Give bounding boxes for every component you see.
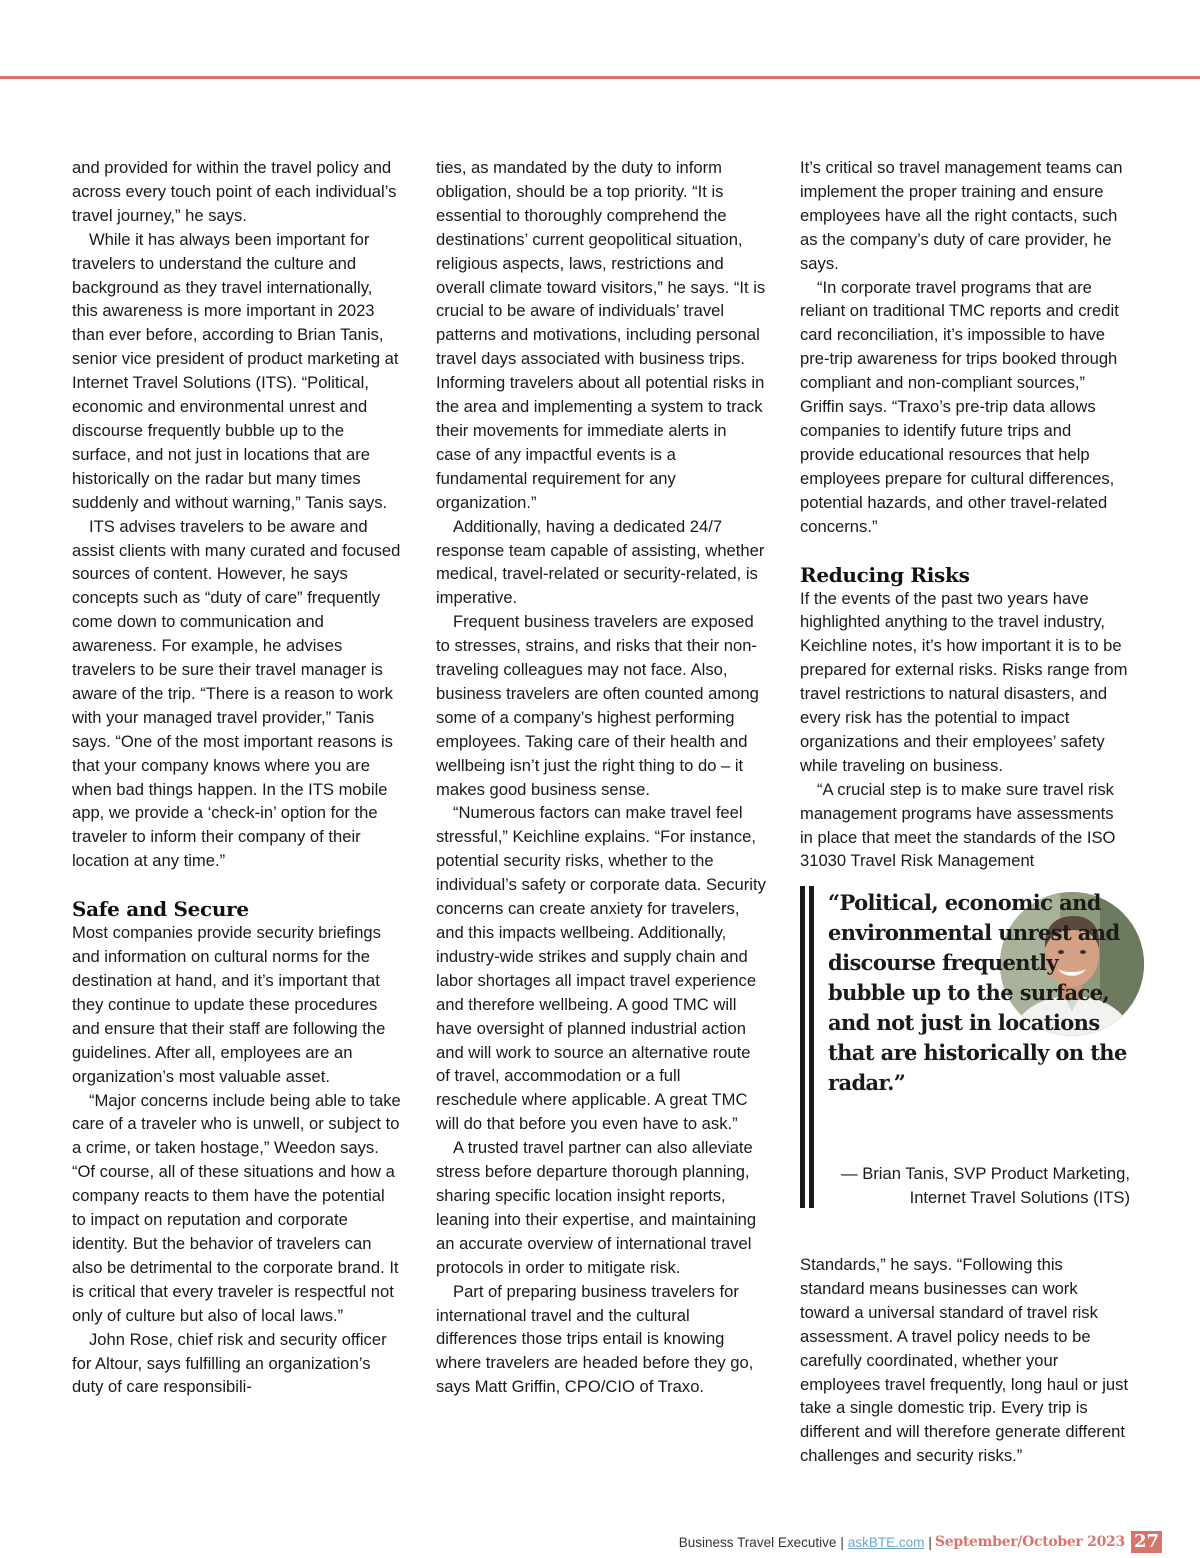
footer-separator: | [928, 1534, 932, 1550]
article-column-2 [436, 156, 766, 1399]
pull-quote-text: “Political, economic and environmental unrest and discourse frequently bubble up to the surface, and not just in locations that are historically on the radar.” [828, 890, 1127, 1095]
pull-quote-attribution [841, 1162, 1130, 1210]
section-heading-safe-and-secure: Safe and Secure [72, 897, 249, 922]
issue-date: September/October 2023 [934, 1534, 1125, 1550]
paragraph: It’s critical so travel management teams can implement the proper training and ensure employees have all the right contacts, such as the company’s duty of care provider, he says. [800, 158, 1123, 273]
quote-rule-right [809, 886, 814, 1208]
footer-separator: | [840, 1534, 844, 1550]
website-link[interactable]: askBTE.com [847, 1534, 925, 1550]
page-number: 27 [1131, 1531, 1162, 1553]
article-column-1 [72, 156, 402, 1399]
paragraph: Additionally, having a dedicated 24/7 response team capable of assisting, whether medical, travel-related or security-related, is imperative. [436, 516, 765, 608]
paragraph: Part of preparing business travelers for international travel and the cultural differences those trips entail is knowing where travelers are headed before they go, says Matt Griffin, CPO/CIO of Traxo. [436, 1281, 754, 1397]
paragraph: Most companies provide security briefings and information on cultural norms for the destination at hand, and it’s important that they continue to update these procedures and ensure that their staff are following the guidelines. After all, employees are an organization’s most valuable asset. [72, 923, 386, 1086]
article-column-3 [800, 156, 1130, 873]
paragraph: and provided for within the travel policy and across every touch point of each individual’s travel journey,” he says. [72, 158, 397, 225]
paragraph: Standards,” he says. “Following this standard means businesses can work toward a universal standard of travel risk assessment. A travel policy needs to be carefully coordinated, whether your employees travel frequently, long haul or just take a single domestic trip. Every trip is different and will therefore generate different challenges and security risks.” [800, 1255, 1129, 1466]
paragraph: John Rose, chief risk and security officer for Altour, says fulfilling an organization’s duty of care responsibili- [72, 1329, 387, 1397]
quote-rule-left [800, 886, 805, 1208]
paragraph: “Numerous factors can make travel feel stressful,” Keichline explains. “For instance, potential security risks, whether to the individual’s safety or corporate data. Security concerns can create anxiety for travelers, and this impacts wellbeing. Additionally, industry-wide strikes and supply chain and labor shortages all impact travel experience and therefore wellbeing. A good TMC will have oversight of planned industrial action and will work to source an alternative route of travel, accommodation or a full reschedule where applicable. A great TMC will do that before you even have to ask.” [436, 803, 766, 1134]
paragraph: “A crucial step is to make sure travel risk management programs have assessments in place that meet the standards of the ISO 31030 Travel Risk Management [800, 779, 1116, 871]
attribution-line-2: Internet Travel Solutions (ITS) [909, 1188, 1130, 1207]
paragraph: If the events of the past two years have highlighted anything to the travel industry, Keichline notes, it’s how important it is to be prepared for external risks. Risks range from travel restrictions to natural disasters, and every risk has the potential to impact organizations and their employees’ safety while traveling on business. [800, 588, 1128, 775]
pull-quote [800, 886, 1140, 1208]
top-accent-rule [0, 76, 1200, 79]
paragraph: “In corporate travel programs that are reliant on traditional TMC reports and credit card reconciliation, it’s impossible to have pre-trip awareness for trips booked through compliant and non-compliant sources,” Griffin says. “Traxo’s pre-trip data allows companies to identify future trips and provide educational resources that help employees prepare for cultural differences, potential hazards, and other travel-related concerns.” [800, 277, 1119, 536]
paragraph: Frequent business travelers are exposed to stresses, strains, and risks that their non-traveling colleagues may not face. Also, business travelers are often counted among some of a company’s highest performing employees. Taking care of their health and wellbeing isn’t just the right thing to do – it makes good business sense. [436, 612, 759, 799]
publication-name: Business Travel Executive [678, 1534, 837, 1550]
paragraph: While it has always been important for travelers to understand the culture and background as they travel internationally, this awareness is more important in 2023 than ever before, according to Brian Tanis, senior vice president of product marketing at Internet Travel Solutions (ITS). “Political, economic and environmental unrest and discourse frequently bubble up to the surface, and not just in locations that are historically on the radar but many times suddenly and without warning,” Tanis says. [72, 229, 399, 512]
paragraph: “Major concerns include being able to take care of a traveler who is unwell, or subject to a crime, or taken hostage,” Weedon says. “Of course, all of these situations and how a company reacts to them have the potential to impact on reputation and corporate identity. But the behavior of travelers can also be detrimental to the corporate brand. It is critical that every traveler is respectful not only of culture but also of local laws.” [72, 1090, 401, 1325]
attribution-line-1: — Brian Tanis, SVP Product Marketing, [841, 1164, 1130, 1183]
section-heading-reducing-risks: Reducing Risks [800, 562, 970, 587]
paragraph: ITS advises travelers to be aware and assist clients with many curated and focused sources of content. However, he says concepts such as “duty of care” frequently come down to communication and awareness. For example, he advises travelers to be sure their travel manager is aware of the trip. “There is a reason to work with your managed travel provider,” Tanis says. “One of the most important reasons is that your company knows where you are when bad things happen. In the ITS mobile app, we provide a ‘check-in’ option for the traveler to inform their company of their location at any time.” [72, 516, 401, 871]
paragraph: ties, as mandated by the duty to inform obligation, should be a top priority. “It is essential to thoroughly comprehend the destinations’ current geopolitical situation, religious aspects, laws, restrictions and overall climate toward visitors,” he says. “It is crucial to be aware of individuals’ travel patterns and motivations, including personal travel days associated with business trips. Informing travelers about all potential risks in the area and implementing a system to track their movements for immediate alerts in case of any impactful events is a fundamental requirement for any organization.” [436, 158, 766, 512]
paragraph: A trusted travel partner can also alleviate stress before departure thorough planning, sharing specific location insight reports, leaning into their expertise, and maintaining an accurate overview of international travel protocols in order to mitigate risk. [436, 1138, 757, 1277]
article-column-3-continued [800, 1253, 1130, 1468]
page-footer [679, 1531, 1162, 1553]
